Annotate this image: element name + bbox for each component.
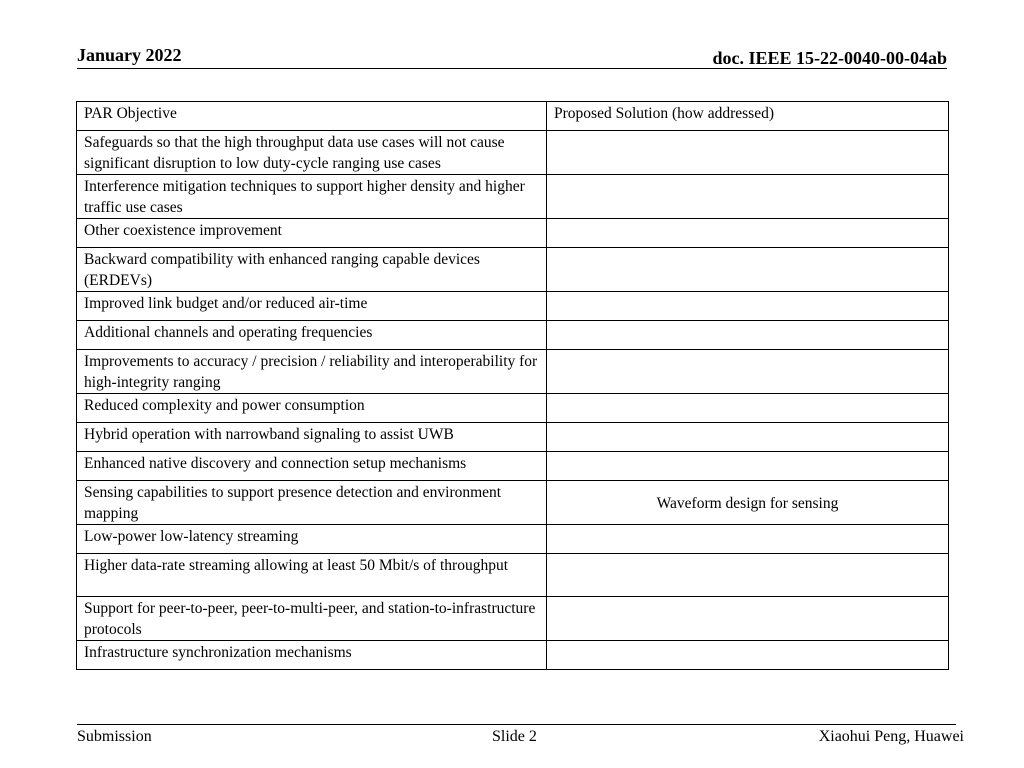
objective-cell: Improved link budget and/or reduced air-time xyxy=(77,292,547,321)
solution-cell xyxy=(547,248,949,292)
table-row xyxy=(77,525,949,554)
table-row xyxy=(77,321,949,350)
column-header-solution: Proposed Solution (how addressed) xyxy=(547,102,949,131)
solution-cell xyxy=(547,452,949,481)
table-header-row xyxy=(77,102,949,131)
objective-cell: Other coexistence improvement xyxy=(77,219,547,248)
objective-cell: Improvements to accuracy / precision / reliability and interoperability for high-integrity ranging xyxy=(77,350,547,394)
solution-cell xyxy=(547,292,949,321)
header-doc-id: doc. IEEE 15-22-0040-00-04ab xyxy=(712,48,947,68)
objective-cell: Higher data-rate streaming allowing at least 50 Mbit/s of throughput xyxy=(77,554,547,597)
table-row xyxy=(77,554,949,597)
solution-cell xyxy=(547,131,949,175)
solution-cell xyxy=(547,525,949,554)
solution-cell xyxy=(547,321,949,350)
column-header-objective: PAR Objective xyxy=(77,102,547,131)
solution-cell xyxy=(547,219,949,248)
table-row xyxy=(77,423,949,452)
objective-cell: Support for peer-to-peer, peer-to-multi-peer, and station-to-infrastructure protocols xyxy=(77,597,547,641)
par-objectives-table xyxy=(76,101,949,670)
table-row xyxy=(77,452,949,481)
solution-cell xyxy=(547,423,949,452)
objective-cell: Additional channels and operating frequencies xyxy=(77,321,547,350)
objective-cell: Hybrid operation with narrowband signaling to assist UWB xyxy=(77,423,547,452)
footer-divider xyxy=(77,724,956,725)
objective-cell: Enhanced native discovery and connection setup mechanisms xyxy=(77,452,547,481)
solution-cell xyxy=(547,554,949,597)
solution-cell xyxy=(547,350,949,394)
table-row xyxy=(77,641,949,670)
objective-cell: Sensing capabilities to support presence detection and environment mapping xyxy=(77,481,547,525)
table-row xyxy=(77,350,949,394)
footer-slide-number: Slide 2 xyxy=(492,728,537,745)
objective-cell: Low-power low-latency streaming xyxy=(77,525,547,554)
footer-author: Xiaohui Peng, Huawei xyxy=(818,728,964,745)
objective-cell: Safeguards so that the high throughput data use cases will not cause significant disruption to low duty-cycle ranging use cases xyxy=(77,131,547,175)
solution-cell xyxy=(547,597,949,641)
objective-cell: Infrastructure synchronization mechanisms xyxy=(77,641,547,670)
table-row xyxy=(77,219,949,248)
solution-cell xyxy=(547,394,949,423)
objective-cell: Backward compatibility with enhanced ranging capable devices (ERDEVs) xyxy=(77,248,547,292)
footer-submission: Submission xyxy=(77,728,152,745)
solution-cell xyxy=(547,175,949,219)
solution-cell xyxy=(547,641,949,670)
table-row xyxy=(77,597,949,641)
table-row xyxy=(77,248,949,292)
table-row xyxy=(77,292,949,321)
table-row xyxy=(77,131,949,175)
table-row xyxy=(77,481,949,525)
solution-cell: Waveform design for sensing xyxy=(547,481,949,525)
objective-cell: Interference mitigation techniques to support higher density and higher traffic use cases xyxy=(77,175,547,219)
header-divider xyxy=(77,68,947,69)
objective-cell: Reduced complexity and power consumption xyxy=(77,394,547,423)
table-row xyxy=(77,175,949,219)
header-date: January 2022 xyxy=(77,45,182,65)
table-row xyxy=(77,394,949,423)
